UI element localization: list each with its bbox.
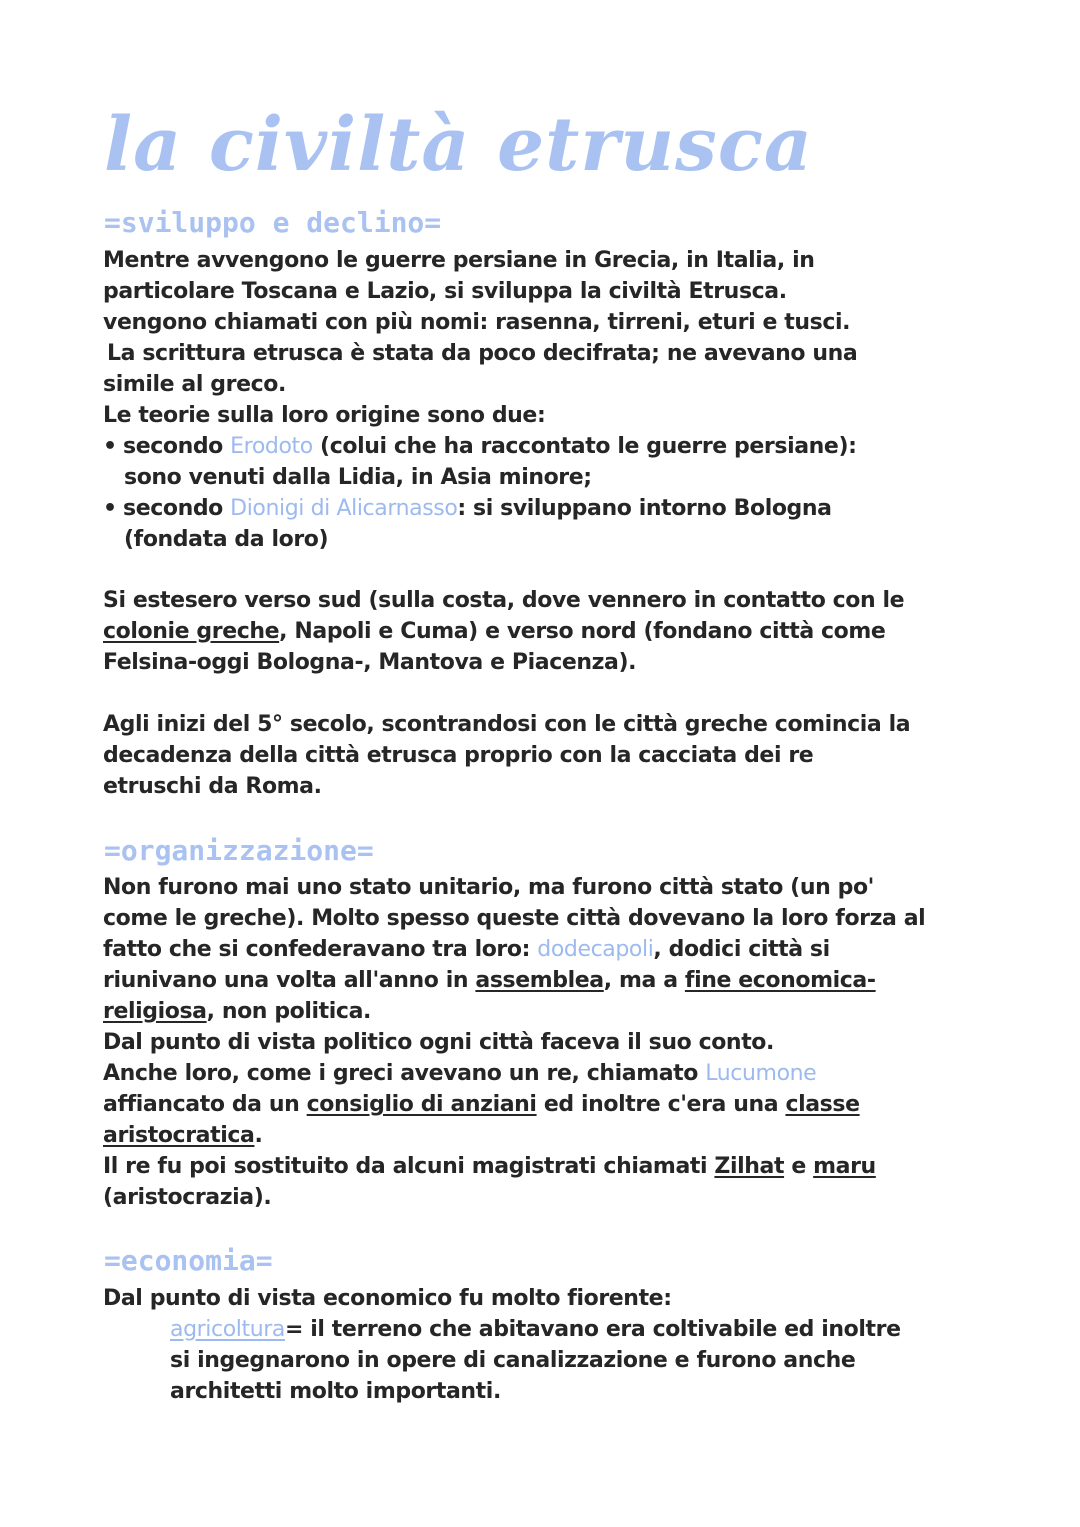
- text-span: , dodici città si: [653, 937, 830, 962]
- text-line: simile al greco.: [103, 372, 286, 397]
- bullet-continuation: sono venuti dalla Lidia, in Asia minore;: [124, 465, 592, 490]
- section-heading-sviluppo: =sviluppo e declino=: [104, 206, 442, 239]
- underlined-term: classe: [785, 1092, 860, 1117]
- bullet-dot-icon: •: [103, 496, 117, 521]
- bullet-text: secondo: [123, 434, 231, 459]
- highlight-erodoto: Erodoto: [230, 434, 313, 459]
- text-span: , Napoli e Cuma) e verso nord (fondano città come: [279, 619, 886, 644]
- text-line: [103, 996, 371, 1027]
- text-line: Felsina-oggi Bologna-, Mantova e Piacenza).: [103, 650, 637, 675]
- text-line: [103, 616, 885, 647]
- text-line: Dal punto di vista economico fu molto fiorente:: [103, 1286, 672, 1311]
- text-line: Le teorie sulla loro origine sono due:: [103, 403, 546, 428]
- text-line: (aristocrazia).: [103, 1185, 272, 1210]
- text-line: Agli inizi del 5° secolo, scontrandosi con le città greche comincia la: [103, 712, 911, 737]
- text-line: architetti molto importanti.: [170, 1379, 501, 1404]
- text-line: particolare Toscana e Lazio, si sviluppa la civiltà Etrusca.: [103, 279, 787, 304]
- highlight-agricoltura: agricoltura: [170, 1317, 285, 1342]
- text-span: e: [784, 1154, 814, 1179]
- text-line: si ingegnarono in opere di canalizzazione e furono anche: [170, 1348, 856, 1373]
- text-line: [103, 1151, 876, 1182]
- underlined-term: assemblea: [475, 968, 604, 993]
- text-line: Non furono mai uno stato unitario, ma furono città stato (un po': [103, 875, 875, 900]
- text-line: La scrittura etrusca è stata da poco decifrata; ne avevano una: [107, 341, 858, 366]
- text-line: [103, 1120, 262, 1151]
- bullet-text: (colui che ha raccontato le guerre persiane):: [312, 434, 857, 459]
- highlight-dodecapoli: dodecapoli: [537, 937, 654, 962]
- section-heading-organizzazione: =organizzazione=: [104, 834, 374, 867]
- text-span: Il re fu poi sostituito da alcuni magistrati chiamati: [103, 1154, 715, 1179]
- bullet-text: : si sviluppano intorno Bologna: [457, 496, 832, 521]
- text-line: [103, 965, 876, 996]
- bullet-continuation: (fondata da loro): [124, 527, 329, 552]
- bullet-text: secondo: [123, 496, 231, 521]
- text-span: ed inoltre c'era una: [536, 1092, 786, 1117]
- underlined-term: religiosa: [103, 999, 207, 1024]
- text-span: Anche loro, come i greci avevano un re, chiamato: [103, 1061, 706, 1086]
- highlight-lucumone: Lucumone: [705, 1061, 817, 1086]
- underlined-term: fine economica-: [684, 968, 876, 993]
- text-line: [103, 934, 830, 965]
- text-line: vengono chiamati con più nomi: rasenna, tirreni, eturi e tusci.: [103, 310, 851, 335]
- text-span: affiancato da un: [103, 1092, 307, 1117]
- section-heading-economia: =economia=: [104, 1244, 273, 1277]
- bullet-item: [103, 431, 857, 462]
- bullet-item: [103, 493, 832, 524]
- text-line: [170, 1314, 901, 1345]
- text-line: Si estesero verso sud (sulla costa, dove vennero in contatto con le: [103, 588, 905, 613]
- underlined-term: colonie greche: [103, 619, 280, 644]
- highlight-dionigi: Dionigi di Alicarnasso: [230, 496, 458, 521]
- underlined-term: consiglio di anziani: [306, 1092, 537, 1117]
- page-title: la civiltà etrusca: [104, 102, 813, 188]
- underlined-term: Zilhat: [714, 1154, 785, 1179]
- text-line: decadenza della città etrusca proprio con la cacciata dei re: [103, 743, 814, 768]
- text-span: fatto che si confederavano tra loro:: [103, 937, 538, 962]
- text-span: = il terreno che abitavano era coltivabile ed inoltre: [284, 1317, 901, 1342]
- text-line: Mentre avvengono le guerre persiane in Grecia, in Italia, in: [103, 248, 815, 273]
- underlined-term: maru: [813, 1154, 876, 1179]
- text-line: etruschi da Roma.: [103, 774, 322, 799]
- bullet-dot-icon: •: [103, 434, 117, 459]
- text-span: , ma a: [603, 968, 685, 993]
- text-line: [103, 1089, 860, 1120]
- text-span: .: [254, 1123, 263, 1148]
- text-span: , non politica.: [206, 999, 371, 1024]
- underlined-term: aristocratica: [103, 1123, 255, 1148]
- text-line: come le greche). Molto spesso queste città dovevano la loro forza al: [103, 906, 926, 931]
- text-line: [103, 1058, 816, 1089]
- text-span: riunivano una volta all'anno in: [103, 968, 476, 993]
- text-line: Dal punto di vista politico ogni città faceva il suo conto.: [103, 1030, 774, 1055]
